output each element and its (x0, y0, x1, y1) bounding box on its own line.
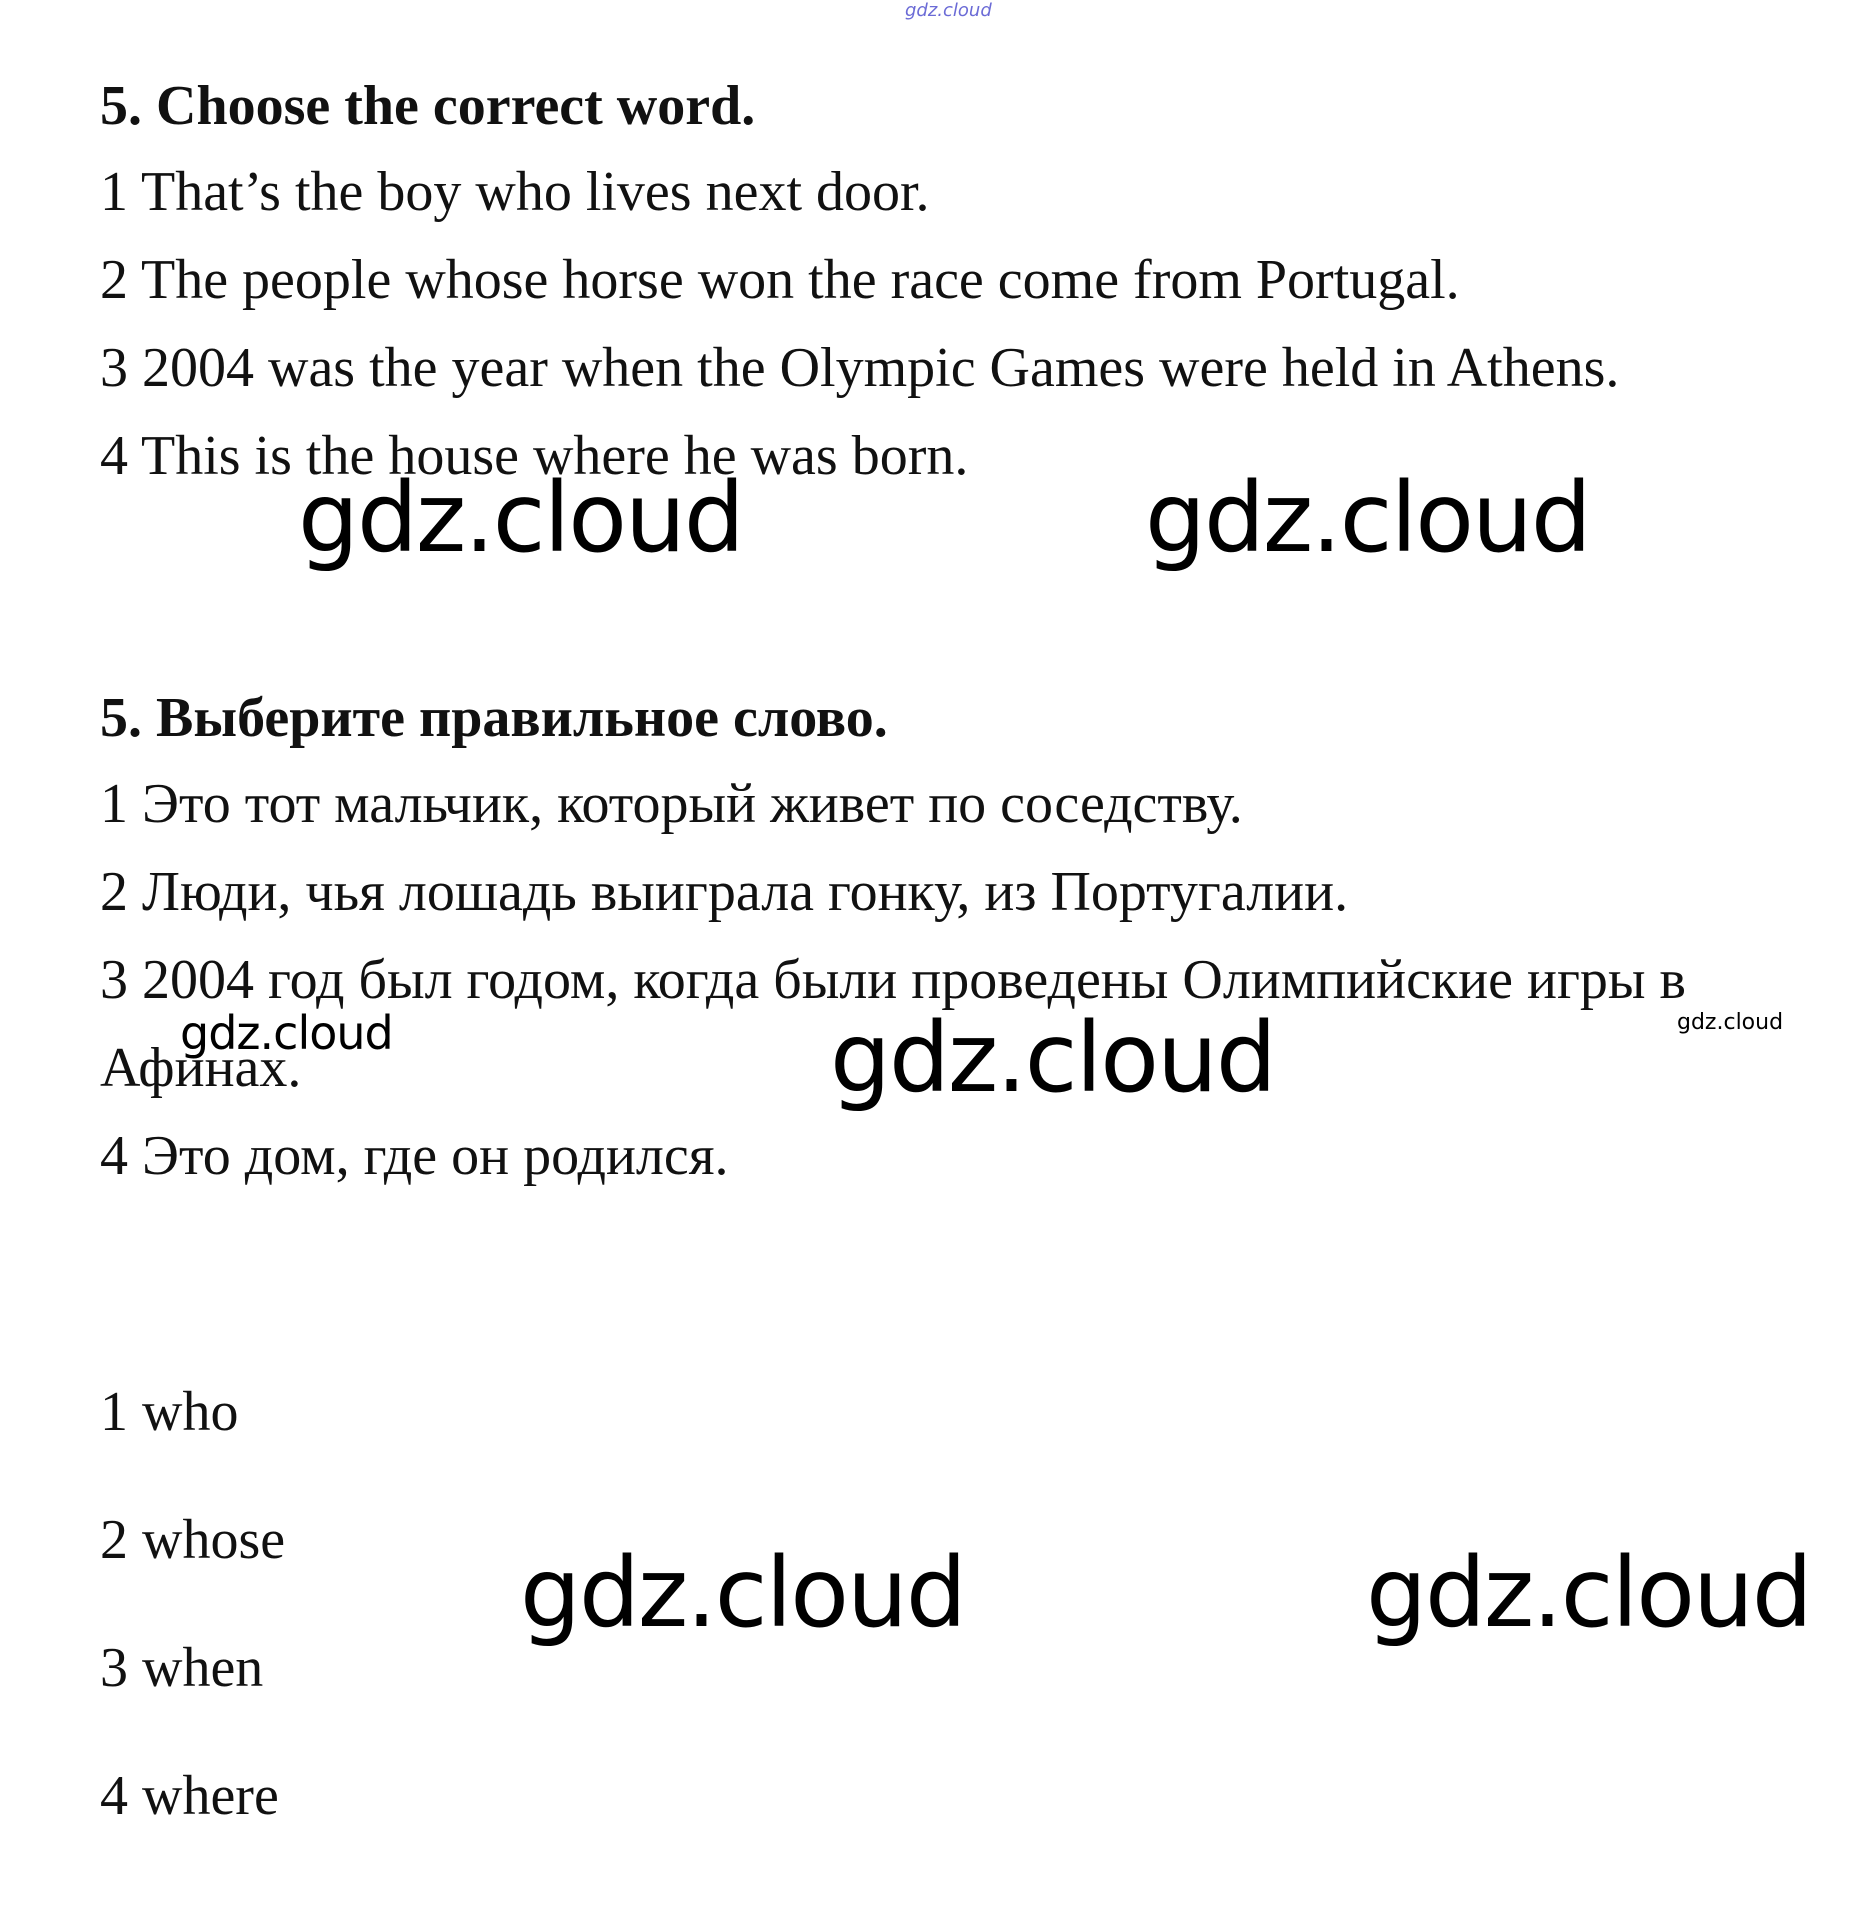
russian-item-3-continued: Афинах. (100, 1037, 302, 1099)
russian-heading: 5. Выберите правильное слово. (100, 687, 888, 749)
answer-4: 4 where (100, 1765, 279, 1827)
watermark: gdz.cloud (298, 462, 743, 574)
watermark: gdz.cloud (180, 1006, 393, 1060)
russian-item-4: 4 Это дом, где он родился. (100, 1125, 729, 1187)
english-item-3: 3 2004 was the year when the Olympic Games were held in Athens. (100, 337, 1620, 399)
watermark: gdz.cloud (520, 1537, 965, 1649)
watermark: gdz.cloud (830, 1002, 1275, 1114)
russian-item-3: 3 2004 год был годом, когда были проведены Олимпийские игры в (100, 949, 1686, 1011)
top-watermark: gdz.cloud (905, 0, 992, 21)
answer-1: 1 who (100, 1381, 239, 1443)
watermark: gdz.cloud (1145, 462, 1590, 574)
english-item-1: 1 That’s the boy who lives next door. (100, 161, 930, 223)
russian-item-2: 2 Люди, чья лошадь выиграла гонку, из Португалии. (100, 861, 1349, 923)
russian-item-1: 1 Это тот мальчик, который живет по соседству. (100, 773, 1243, 835)
answer-2: 2 whose (100, 1509, 286, 1571)
english-heading: 5. Choose the correct word. (100, 75, 756, 137)
english-item-2: 2 The people whose horse won the race come from Portugal. (100, 249, 1460, 311)
watermark: gdz.cloud (1366, 1537, 1811, 1649)
answer-3: 3 when (100, 1637, 264, 1699)
english-item-4: 4 This is the house where he was born. (100, 425, 969, 487)
watermark: gdz.cloud (1677, 1010, 1784, 1035)
